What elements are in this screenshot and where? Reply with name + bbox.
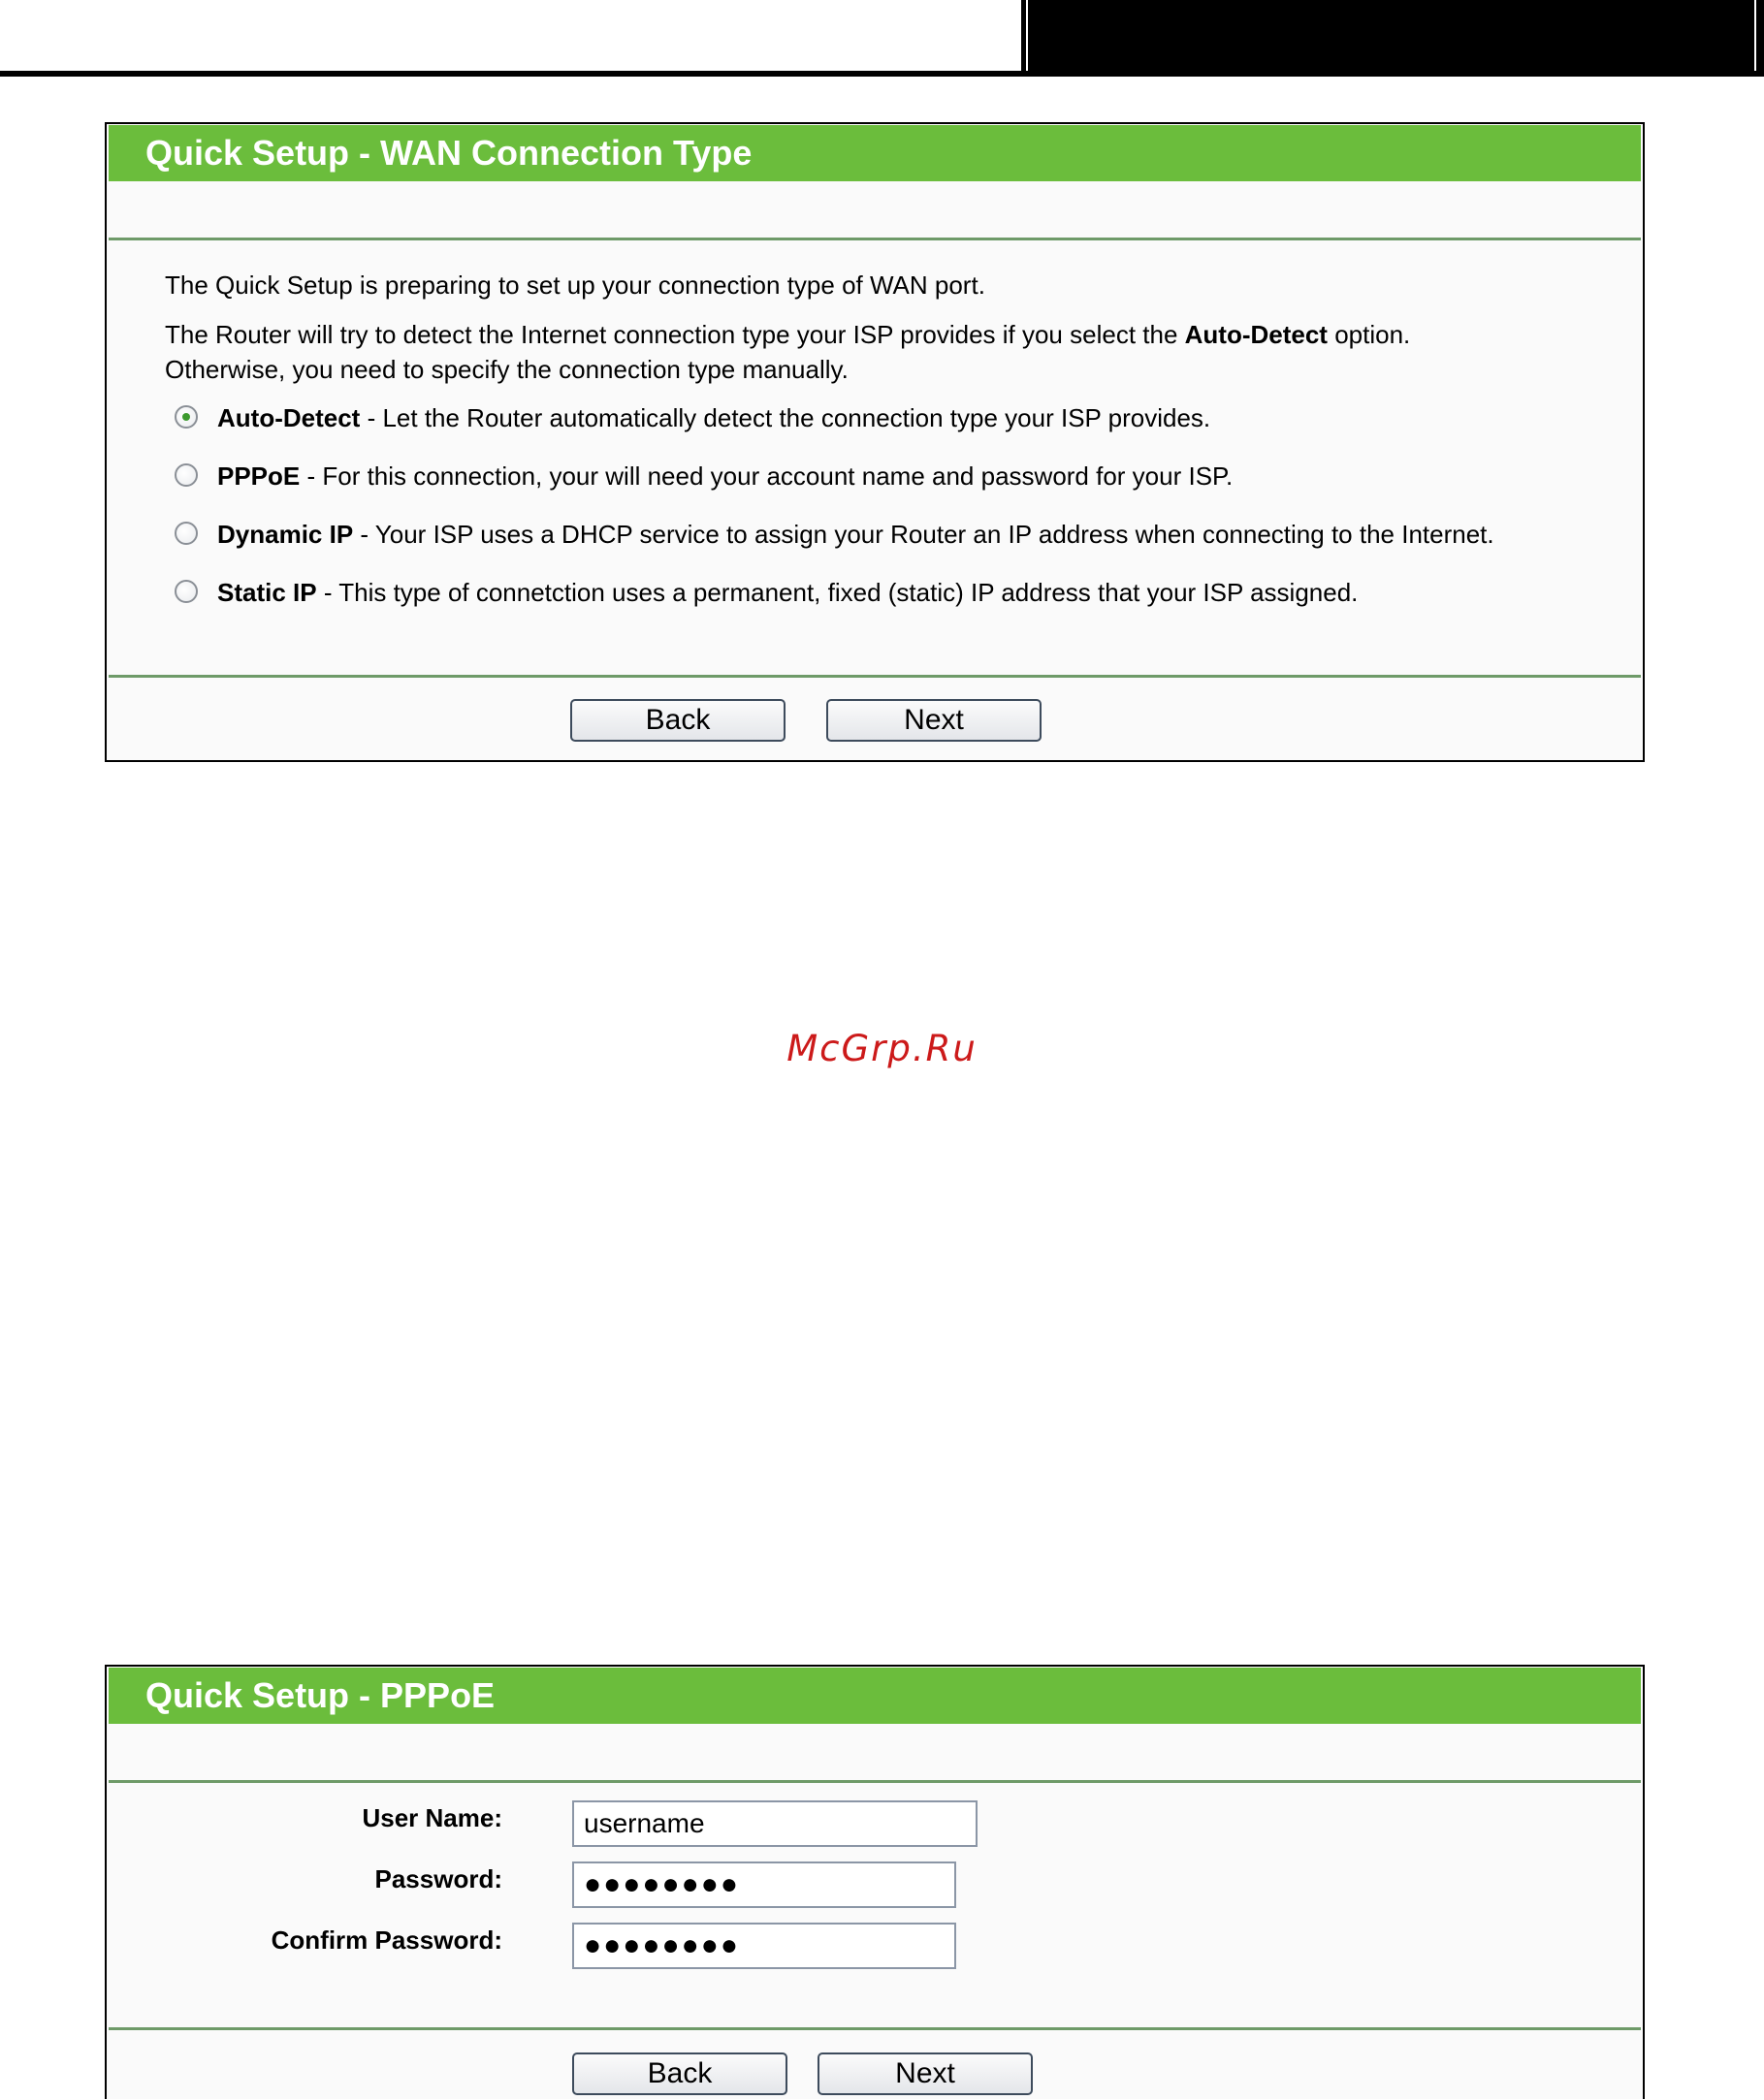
divider: [109, 1780, 1641, 1783]
divider: [109, 2027, 1641, 2030]
header-edge: [1754, 0, 1764, 71]
watermark: McGrp.Ru: [786, 1028, 978, 1069]
divider: [109, 675, 1641, 678]
header-divider: [1026, 0, 1043, 71]
header-rule: [0, 71, 1042, 77]
password-field[interactable]: ●●●●●●●●: [572, 1861, 956, 1908]
next-button[interactable]: Next: [818, 2052, 1033, 2095]
intro-text: The Quick Setup is preparing to set up your connection type of WAN port.: [165, 270, 985, 300]
username-label: User Name:: [362, 1803, 502, 1832]
header-black-block: [1021, 0, 1764, 77]
confirm-password-label: Confirm Password:: [271, 1925, 502, 1955]
confirm-password-field[interactable]: ●●●●●●●●: [572, 1923, 956, 1969]
back-button[interactable]: Back: [572, 2052, 787, 2095]
next-button[interactable]: Next: [826, 699, 1042, 742]
divider: [109, 238, 1641, 240]
radio-auto-detect[interactable]: [175, 405, 198, 429]
password-label: Password:: [374, 1864, 502, 1893]
pppoe-panel: [105, 1665, 1645, 2099]
username-field[interactable]: username: [572, 1800, 978, 1847]
detect-text: The Router will try to detect the Internet connection type your ISP provides if you select the Auto-Detect option. Otherwise, you need to specify the connection type manually.: [165, 320, 1411, 384]
radio-pppoe[interactable]: [175, 463, 198, 487]
panel-title: Quick Setup - WAN Connection Type: [109, 125, 1641, 181]
radio-dynamic-ip[interactable]: [175, 522, 198, 545]
back-button[interactable]: Back: [570, 699, 786, 742]
panel-title: Quick Setup - PPPoE: [109, 1668, 1641, 1724]
wan-connection-panel: Quick Setup - WAN Connection Type The Quick Setup is preparing to set up your connection type of WAN port. The Router will try to detect the Internet connection type your ISP provides if you select the Auto-Detect option. Otherwise, you need to specify the connection type manually. Auto-Detect - Let the Router automatically detect the connection type your ISP provides. PPPoE - For this connection, your will need your account name and password for your ISP. Dynamic IP - Your ISP uses a DHCP service to assign your Router an IP address when connecting to the Internet. Static IP - This type of connetction uses a permanent, fixed (static) IP address that your ISP assigned. Back Next: [105, 122, 1645, 762]
radio-static-ip[interactable]: [175, 580, 198, 603]
